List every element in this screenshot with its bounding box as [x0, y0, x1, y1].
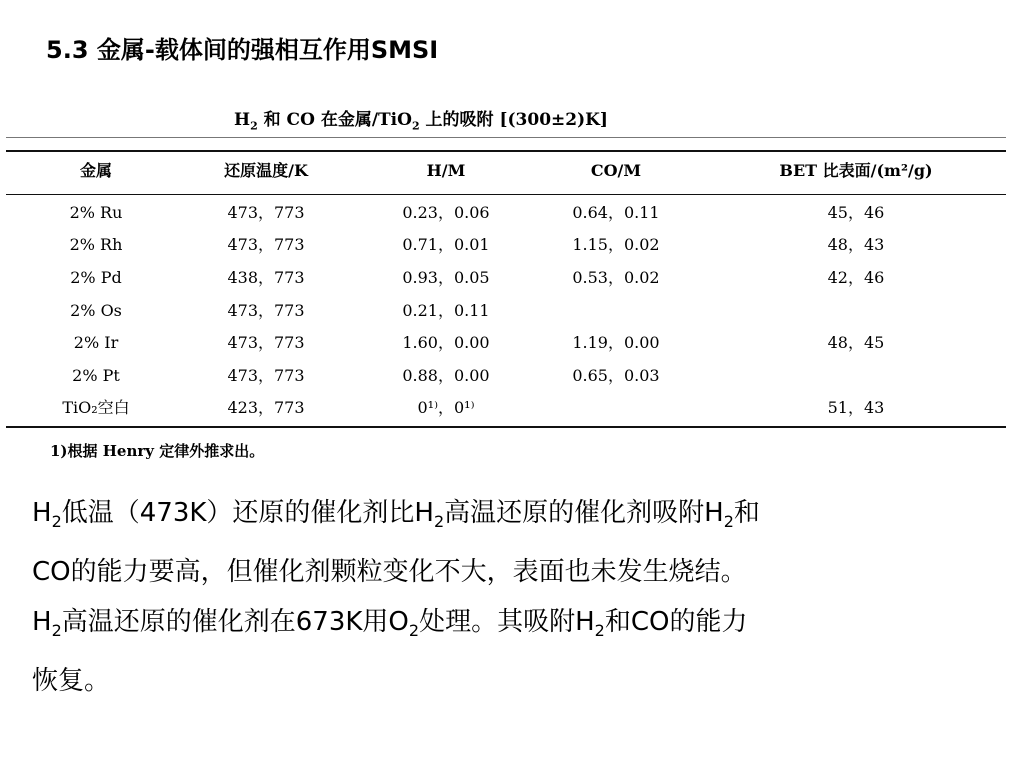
subscript: 2: [594, 621, 605, 641]
cell-reduction-temp: 473，773: [227, 301, 305, 320]
table-row: [6, 197, 1006, 229]
table-top-rule: [6, 137, 1006, 138]
cell-metal: 2% Os: [70, 301, 122, 320]
cell-h-m: 1.60，0.00: [402, 333, 490, 352]
caption-h2-subscript: 2: [250, 119, 258, 133]
text-run: H: [32, 498, 52, 528]
body-line-1: [32, 488, 992, 547]
text-run: 高温还原的催化剂在673K用O: [61, 607, 409, 638]
cell-metal: 2% Pd: [70, 268, 122, 287]
table-row: [6, 360, 1006, 392]
cell-co-m: 0.64，0.11: [572, 203, 660, 222]
header-bet-surface: BET 比表面/(m²/g): [779, 161, 933, 180]
cell-bet-surface: [746, 360, 966, 392]
header-h-m: H/M: [426, 161, 466, 180]
cell-bet-surface: 48，45: [827, 333, 885, 352]
cell-co-m: 1.15，0.02: [572, 235, 660, 254]
cell-bet-surface: [746, 295, 966, 327]
text-run: 和CO的能力: [604, 607, 748, 638]
cell-h-m: 0.93，0.05: [402, 268, 490, 287]
table-row: [6, 262, 1006, 294]
cell-reduction-temp: 438，773: [227, 268, 305, 287]
cell-co-m: [541, 392, 691, 424]
cell-metal: 2% Pt: [72, 366, 120, 385]
header-metal: 金属: [79, 161, 112, 180]
cell-reduction-temp: 473，773: [227, 366, 305, 385]
cell-reduction-temp: 473，773: [227, 235, 305, 254]
table-bottom-rule: [6, 426, 1006, 428]
text-run: 高温还原的催化剂吸附H: [444, 498, 724, 528]
table-header-top-rule: [6, 150, 1006, 152]
cell-h-m: 0.23，0.06: [402, 203, 490, 222]
cell-reduction-temp: 473，773: [227, 203, 305, 222]
cell-metal: TiO₂空白: [62, 398, 130, 417]
cell-metal: 2% Ru: [69, 203, 123, 222]
subscript: 2: [408, 621, 420, 641]
subscript: 2: [433, 512, 445, 532]
text-run: 处理。其吸附H: [419, 607, 595, 638]
table-row: [6, 229, 1006, 261]
text-run: H: [32, 607, 52, 638]
table-header-bottom-rule: [6, 194, 1006, 195]
table-caption: [234, 105, 608, 132]
body-line-4: 恢复。: [32, 666, 111, 697]
caption-suffix: 上的吸附 [(300±2)K]: [419, 110, 608, 130]
cell-reduction-temp: 423，773: [227, 398, 305, 417]
page-title: 5.3 金属-载体间的强相互作用SMSI: [46, 36, 439, 64]
cell-co-m: 0.65，0.03: [572, 366, 660, 385]
table-row: [6, 392, 1006, 424]
table-row: [6, 327, 1006, 359]
body-line-2: CO的能力要高，但催化剂颗粒变化不大，表面也未发生烧结。: [32, 557, 747, 588]
cell-metal: 2% Rh: [69, 235, 123, 254]
table-footnote: 1)根据 Henry 定律外推求出。: [50, 442, 265, 460]
cell-bet-surface: 51，43: [827, 398, 885, 417]
cell-bet-surface: 42，46: [827, 268, 885, 287]
cell-bet-surface: 48，43: [827, 235, 885, 254]
cell-h-m: 0.21，0.11: [402, 301, 490, 320]
caption-middle: 和 CO 在金属/TiO: [257, 110, 412, 130]
body-text: [32, 488, 992, 706]
cell-co-m: 0.53，0.02: [572, 268, 660, 287]
cell-h-m: 0.71，0.01: [402, 235, 490, 254]
body-line-3: [32, 597, 992, 656]
table-row: [6, 295, 1006, 327]
cell-reduction-temp: 473，773: [227, 333, 305, 352]
text-run: 低温（473K）还原的催化剂比H: [61, 498, 434, 528]
cell-bet-surface: 45，46: [827, 203, 885, 222]
caption-tio2-subscript: 2: [411, 119, 420, 133]
cell-metal: 2% Ir: [73, 333, 119, 352]
subscript: 2: [51, 512, 62, 532]
cell-h-m: 0.88，0.00: [402, 366, 490, 385]
subscript: 2: [51, 621, 62, 641]
caption-h2: H: [234, 110, 251, 130]
subscript: 2: [723, 512, 734, 532]
header-co-m: CO/M: [590, 161, 642, 180]
cell-co-m: 1.19，0.00: [572, 333, 660, 352]
table-header-row: [6, 155, 1006, 187]
header-reduction-temp: 还原温度/K: [224, 161, 308, 180]
cell-h-m: 0¹⁾，0¹⁾: [417, 398, 475, 417]
cell-co-m: [541, 295, 691, 327]
text-run: 和: [733, 498, 760, 528]
